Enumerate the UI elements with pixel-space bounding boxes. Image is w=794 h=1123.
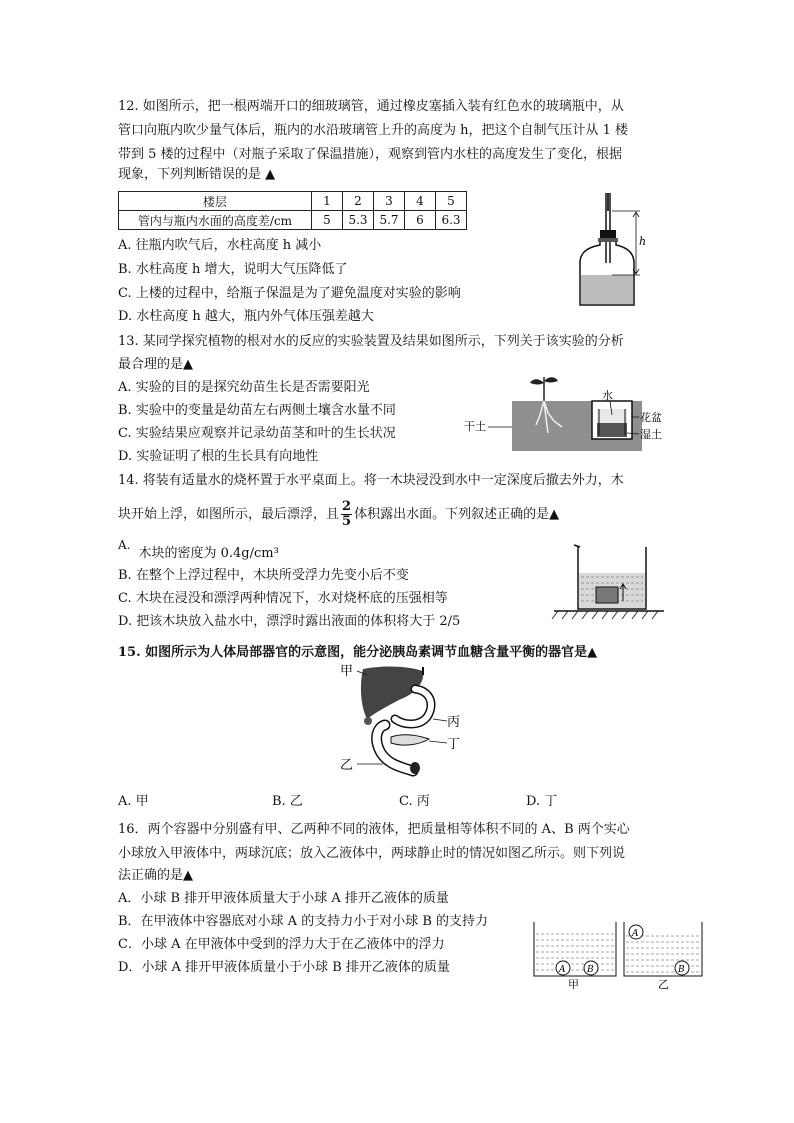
- q15-option-b: B. 乙: [272, 794, 303, 809]
- table-header-cell: 3: [374, 192, 405, 211]
- option-letter: A.: [118, 538, 131, 552]
- q12-option-d: D. 水柱高度 h 越大，瓶内外气体压强差越大: [118, 309, 374, 324]
- q16-option-a: A．小球 B 排开甲液体质量大于小球 A 排开乙液体的质量: [118, 891, 449, 906]
- fraction-two-fifths: [341, 500, 352, 529]
- fraction-denominator: 5: [342, 514, 352, 529]
- q16-stem-line-3: 法正确的是▲: [118, 868, 193, 883]
- q14-stem-text-pre: 块开始上浮，如图所示，最后漂浮，且: [118, 507, 340, 522]
- q16-option-b: B．在甲液体中容器底对小球 A 的支持力小于对小球 B 的支持力: [118, 914, 489, 929]
- table-header-cell: 1: [312, 192, 343, 211]
- q15-option-a: A. 甲: [118, 794, 149, 809]
- q12-option-b: B. 水柱高度 h 增大，说明大气压降低了: [118, 262, 348, 277]
- ball-b-label: B: [587, 965, 594, 975]
- plant-root-figure: [462, 373, 662, 453]
- q12-stem-line-3: 带到 5 楼的过程中（对瓶子采取了保温措施），观察到管内水柱的高度发生了变化，根据: [118, 147, 623, 162]
- ball-b-label: B: [678, 965, 685, 975]
- wet-soil-label: 湿土: [640, 428, 662, 441]
- q12-stem-line-1: 12. 如图所示，把一根两端开口的细玻璃管，通过橡皮塞插入装有红色水的玻璃瓶中，从: [118, 99, 624, 114]
- pot-label: 花盆: [640, 411, 662, 424]
- container-yi-label: 乙: [658, 978, 669, 991]
- ball-a-label: A: [559, 965, 566, 975]
- water-label: 水: [602, 389, 613, 402]
- q15-option-c: C. 丙: [399, 794, 430, 809]
- table-header-cell: 5: [436, 192, 467, 211]
- table-cell: 6.3: [436, 211, 467, 230]
- q14-option-d: D. 把该木块放入盐水中，漂浮时露出液面的体积将大于 2/5: [118, 614, 461, 629]
- q13-option-c: C. 实验结果应观察并记录幼苗茎和叶的生长状况: [118, 426, 396, 441]
- table-cell: 6: [405, 211, 436, 230]
- q14-stem-line-2: [118, 500, 559, 529]
- two-containers-figure: [528, 916, 708, 992]
- q16-stem-line-1: 16．两个容器中分别盛有甲、乙两种不同的液体，把质量相等体积不同的 A、B 两个实心: [118, 822, 630, 837]
- q16-option-d: D．小球 A 排开甲液体质量小于小球 B 排开乙液体的质量: [118, 960, 450, 975]
- q14-stem-text-post: 体积露出水面。下列叙述正确的是▲: [354, 507, 560, 522]
- q13-option-d: D. 实验证明了根的生长具有向地性: [118, 449, 319, 464]
- q12-stem-line-2: 管口向瓶内吹少量气体后，瓶内的水沿玻璃管上升的高度为 h，把这个自制气压计从 1 楼: [118, 123, 629, 138]
- q15-option-d: D. 丁: [526, 794, 558, 809]
- table-header-cell: 4: [405, 192, 436, 211]
- ball-a-label: A: [632, 929, 639, 939]
- label-yi: 乙: [340, 758, 354, 773]
- q12-data-table: [118, 191, 467, 230]
- q12-option-c: C. 上楼的过程中，给瓶子保温是为了避免温度对实验的影响: [118, 286, 461, 301]
- option-text: 木块的密度为 0.4g/cm³: [138, 546, 279, 561]
- label-ding: 丁: [447, 737, 461, 752]
- q13-option-a: A. 实验的目的是探究幼苗生长是否需要阳光: [118, 380, 370, 395]
- q14-stem-line-1: 14. 将装有适量水的烧杯置于水平桌面上。将一木块浸没到水中一定深度后撤去外力，木: [118, 473, 624, 488]
- table-row: [119, 192, 467, 211]
- height-label: h: [639, 235, 647, 248]
- table-cell: 管内与瓶内水面的高度差/cm: [119, 211, 312, 230]
- table-cell: 5: [312, 211, 343, 230]
- label-jia: 甲: [340, 664, 354, 679]
- q13-stem-line-1: 13. 某同学探究植物的根对水的反应的实验装置及结果如图所示，下列关于该实验的分析: [118, 334, 624, 349]
- q16-option-c: C．小球 A 在甲液体中受到的浮力大于在乙液体中的浮力: [118, 937, 445, 952]
- label-bing: 丙: [447, 715, 461, 730]
- dry-soil-label: 干土: [464, 420, 486, 433]
- q14-option-b: B. 在整个上浮过程中，木块所受浮力先变小后不变: [118, 568, 409, 583]
- beaker-figure: [548, 543, 668, 625]
- table-cell: 5.7: [374, 211, 405, 230]
- table-header-cell: 2: [343, 192, 374, 211]
- q15-stem-line-1: 15. 如图所示为人体局部器官的示意图，能分泌胰岛素调节血糖含量平衡的器官是▲: [118, 645, 598, 660]
- q16-stem-line-2: 小球放入甲液体中，两球沉底；放入乙液体中，两球静止时的情况如图乙所示。则下列说: [118, 846, 626, 861]
- table-cell: 5.3: [343, 211, 374, 230]
- q12-stem-line-4: 现象，下列判断错误的是 ▲: [118, 167, 276, 182]
- q13-option-b: B. 实验中的变量是幼苗左右两侧土壤含水量不同: [118, 403, 396, 418]
- table-row: [119, 211, 467, 230]
- q12-option-a: A. 往瓶内吹气后，水柱高度 h 减小: [118, 238, 322, 253]
- q13-stem-line-2: 最合理的是▲: [118, 357, 193, 372]
- table-header-cell: 楼层: [119, 192, 312, 211]
- barometer-figure: [572, 193, 652, 313]
- q14-option-a: [118, 538, 279, 561]
- container-jia-label: 甲: [568, 978, 579, 991]
- fraction-numerator: 2: [342, 499, 352, 514]
- organ-diagram: [335, 663, 475, 783]
- q14-option-c: C. 木块在浸没和漂浮两种情况下，水对烧杯底的压强相等: [118, 591, 448, 606]
